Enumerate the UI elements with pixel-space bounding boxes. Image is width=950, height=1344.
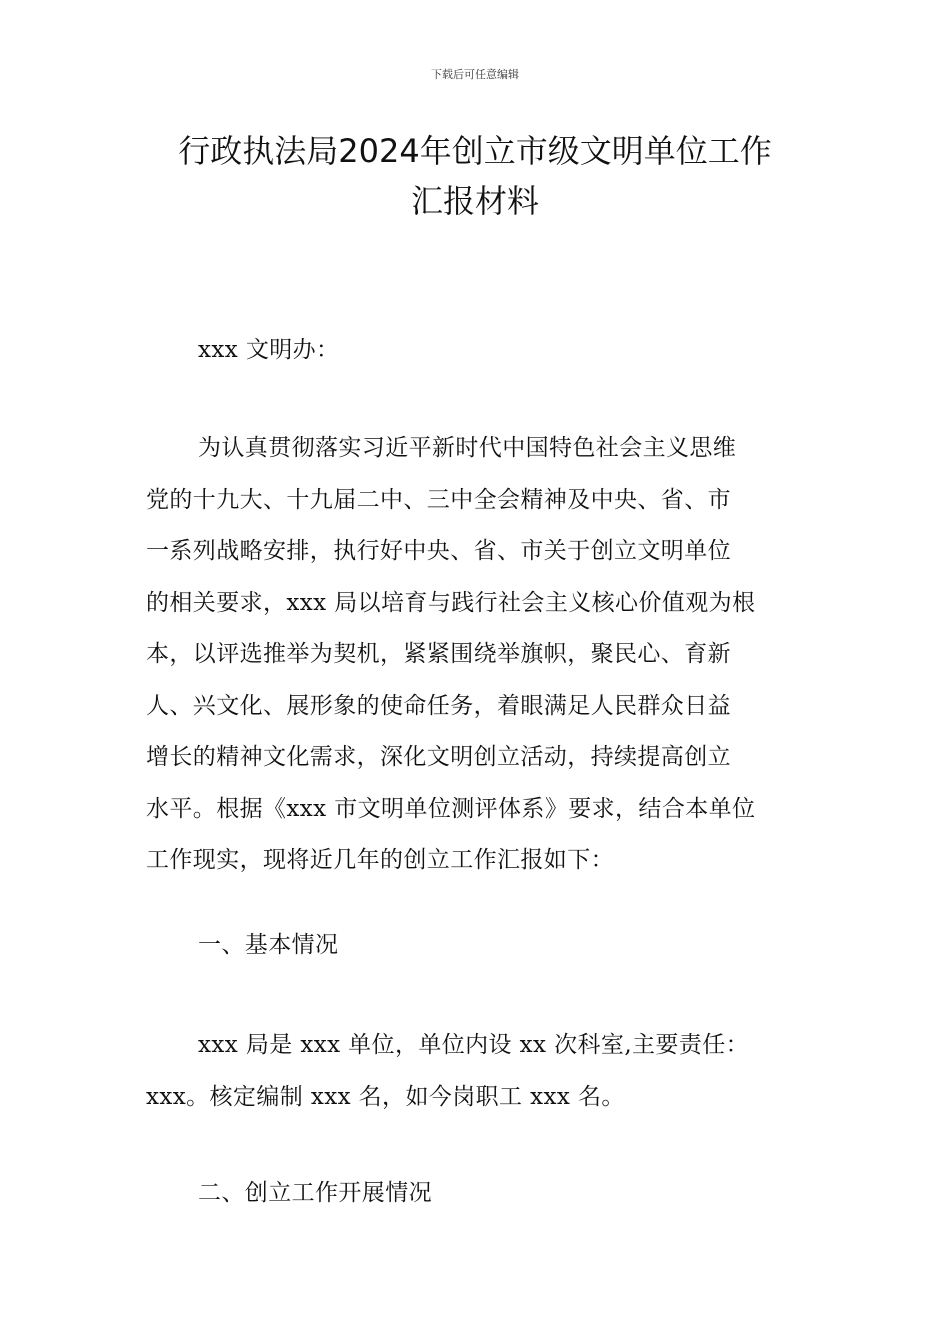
section-1-heading-paragraph [146,920,806,972]
intro-line-3: 一系列战略安排，执行好中央、省、市关于创立文明单位 [146,538,731,564]
section-1-heading: 一、基本情况 [198,932,339,958]
intro-line-5: 本，以评选推举为契机，紧紧围绕举旗帜，聚民心、育新 [146,641,731,667]
salutation: xxx 文明办： [198,337,340,363]
section-2-heading-paragraph [146,1168,806,1220]
title-line-1: 行政执法局2024年创立市级文明单位工作 [178,132,772,170]
title-line-2: 汇报材料 [410,182,539,220]
intro-line-8: 水平。根据《xxx 市文明单位测评体系》要求，结合本单位 [146,795,756,822]
intro-line-2: 党的十九大、十九届二中、三中全会精神及中央、省、市 [146,486,731,513]
section-1-paragraph [146,1020,806,1123]
intro-line-7: 增长的精神文化需求，深化文明创立活动，持续提高创立 [146,744,731,770]
page-header-note: 下载后可任意编辑 [431,68,519,81]
intro-line-6: 人、兴文化、展形象的使命任务，着眼满足人民群众日益 [146,692,731,719]
section-2-heading: 二、创立工作开展情况 [198,1180,432,1206]
section-1-line-2: xxx。核定编制 xxx 名，如今岗职工 xxx 名。 [146,1083,625,1110]
section-1-line-1: xxx 局是 xxx 单位，单位内设 xx 次科室,主要责任： [198,1032,750,1058]
intro-line-4: 的相关要求，xxx 局以培育与践行社会主义核心价值观为根 [146,589,756,616]
intro-line-1: 为认真贯彻落实习近平新时代中国特色社会主义思维 [198,435,737,461]
intro-line-9: 工作现实，现将近几年的创立工作汇报如下： [146,847,614,873]
document-title [140,126,810,226]
salutation-paragraph [146,325,806,377]
intro-paragraph [146,423,806,887]
